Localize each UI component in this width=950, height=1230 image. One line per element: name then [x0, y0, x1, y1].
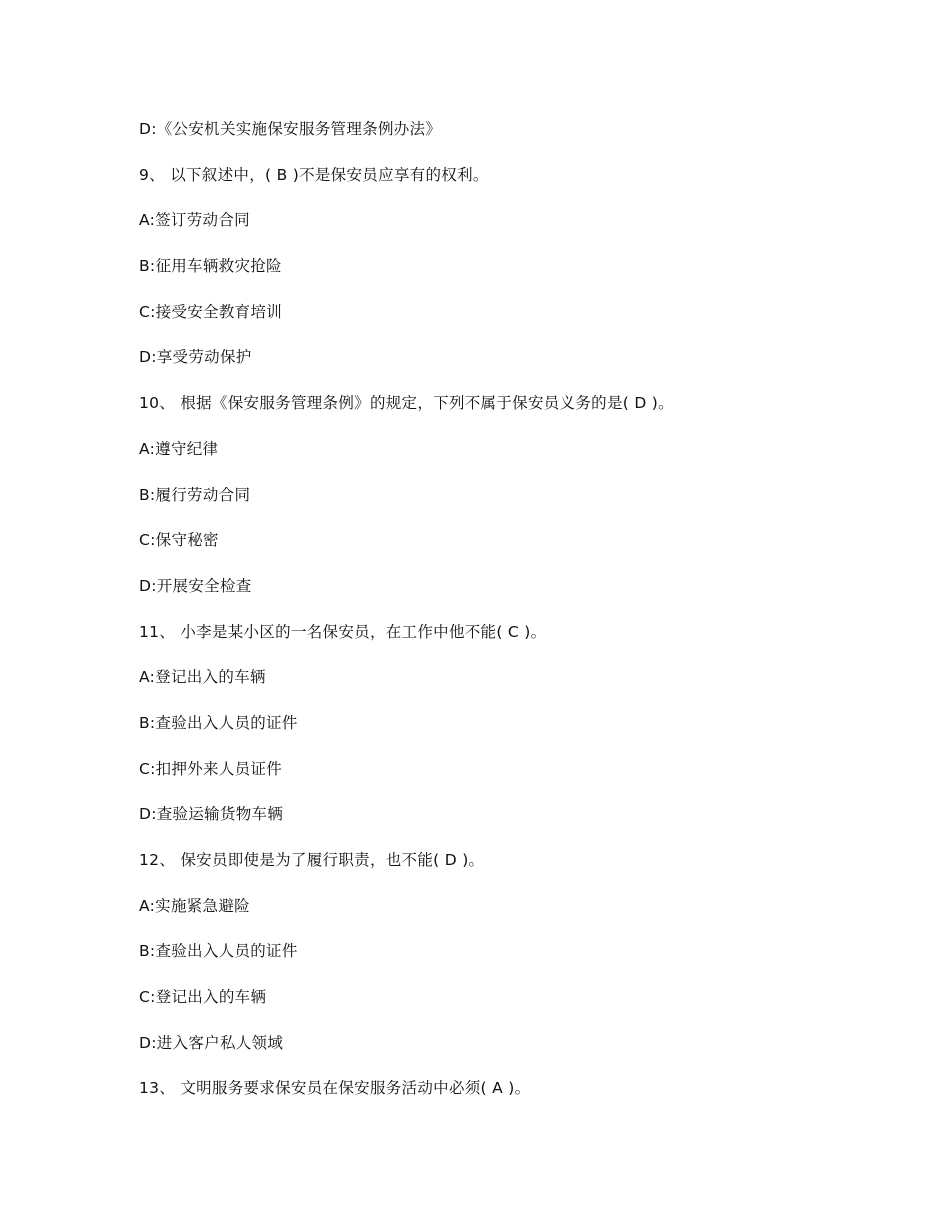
option-a-q11: A:登记出入的车辆: [139, 668, 266, 687]
question-10: 10、 根据《保安服务管理条例》的规定，下列不属于保安员义务的是( D )。: [139, 394, 674, 413]
option-b-q9: B:征用车辆救灾抢险: [139, 257, 282, 276]
option-d-q10: D:开展安全检查: [139, 576, 252, 595]
question-12: 12、 保安员即使是为了履行职责，也不能( D )。: [139, 851, 485, 869]
option-b-q10: B:履行劳动合同: [139, 485, 251, 504]
option-a-q10: A:遵守纪律: [139, 439, 219, 458]
option-d-q12: D:进入客户私人领域: [139, 1033, 284, 1052]
option-b-q12: B:查验出入人员的证件: [139, 942, 298, 961]
document-body: [139, 117, 899, 1122]
option-a-q9: A:签订劳动合同: [139, 211, 250, 230]
option-b-q11: B:查验出入人员的证件: [139, 713, 298, 732]
option-c-q9: C:接受安全教育培训: [139, 302, 283, 321]
question-13: 13、 文明服务要求保安员在保安服务活动中必须( A )。: [139, 1079, 531, 1098]
option-d-q9: D:享受劳动保护: [139, 348, 252, 367]
option-c-q12: C:登记出入的车辆: [139, 988, 267, 1007]
option-a-q12: A:实施紧急避险: [139, 896, 250, 915]
option-d-q8: D:《公安机关实施保安服务管理条例办法》: [139, 120, 442, 138]
option-c-q10: C:保守秘密: [139, 531, 219, 550]
option-c-q11: C:扣押外来人员证件: [139, 759, 283, 778]
question-11: 11、 小李是某小区的一名保安员，在工作中他不能( C )。: [139, 622, 547, 641]
question-9: 9、 以下叙述中，( B )不是保安员应享有的权利。: [139, 165, 489, 184]
option-d-q11: D:查验运输货物车辆: [139, 805, 284, 824]
